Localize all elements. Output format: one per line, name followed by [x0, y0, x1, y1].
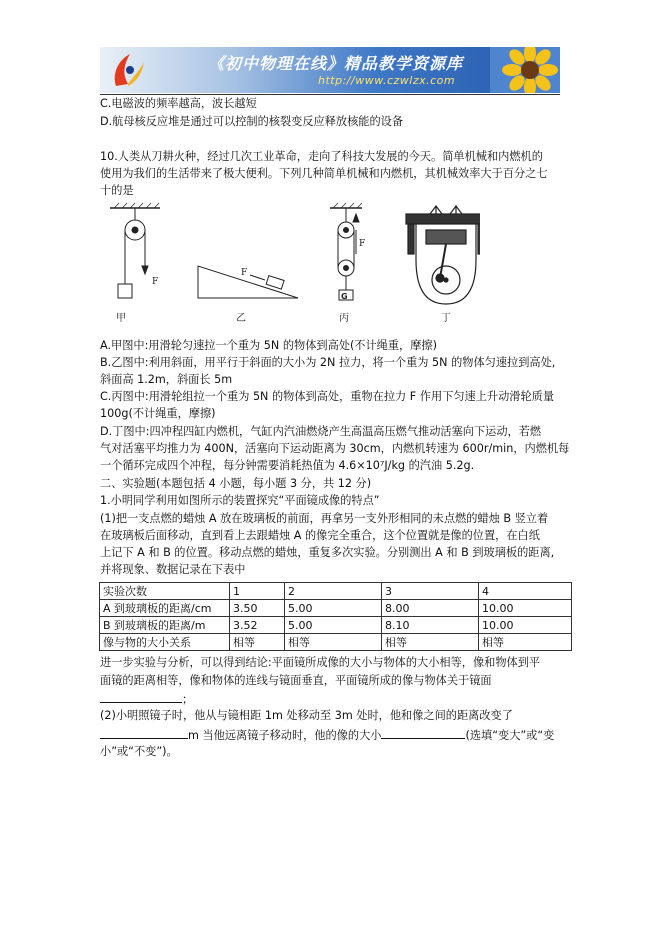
table-cell: 3 — [382, 583, 479, 600]
figure-bing — [330, 203, 362, 300]
part2-line2-mid: m 当他远离镜子移动时，他的像的大小 — [188, 729, 382, 742]
table-cell: 1 — [230, 583, 285, 600]
table-cell: 8.10 — [382, 617, 479, 634]
q1-part1-line3: 上记下 A 和 B 的位置。移动点燃的蜡烛，重复多次实验。分别测出 A 和 B 到玻璃板的距离, — [100, 546, 555, 559]
header-url: http://www.czwlzx.com — [318, 74, 456, 87]
table-header-row — [100, 583, 572, 600]
table-cell: 相等 — [285, 634, 382, 651]
table-cell: 2 — [285, 583, 382, 600]
table-cell: 像与物的大小关系 — [100, 634, 230, 651]
fig-bing-f-label: F — [359, 239, 366, 249]
q10-stem-line1: 10.人类从刀耕火种，经过几次工业革命，走向了科技大发展的今天。简单机械和内燃机的 — [100, 150, 543, 163]
part2-line1: (2)小明照镜子时，他从与镜相距 1m 处移动至 3m 处时，他和像之间的距离改变了 — [100, 709, 513, 722]
figure-ding — [406, 206, 480, 304]
site-logo — [110, 50, 146, 90]
header-rule — [100, 94, 560, 95]
fig-yi-label: 乙 — [236, 313, 246, 324]
fig-jia-f-label: F — [152, 277, 159, 287]
table-cell: B 到玻璃板的距离/m — [100, 617, 230, 634]
table-row — [100, 634, 572, 651]
fig-jia-label: 甲 — [116, 313, 126, 324]
option-c-prev: C.电磁波的频率越高，波长越短 — [100, 97, 257, 110]
table-cell: 相等 — [382, 634, 479, 651]
sunflower-icon — [490, 47, 560, 93]
answer-blank-1[interactable] — [100, 691, 182, 703]
table-cell: 3.50 — [230, 600, 285, 617]
table-cell: 相等 — [230, 634, 285, 651]
q10-option-d-line1: D.丁图中:四冲程四缸内燃机，气缸内汽油燃烧产生高温高压燃气推动活塞向下运动，若燃 — [100, 425, 542, 438]
section-heading: 二、实验题(本题包括 4 小题，每小题 3 分，共 12 分) — [100, 477, 372, 490]
table-cell: 8.00 — [382, 600, 479, 617]
q10-option-c-line1: C.丙图中:用滑轮组拉一个重为 5N 的物体到高处，重物在拉力 F 作用下匀速上升动滑轮质量 — [100, 390, 555, 403]
conclusion-line3-end: ； — [182, 693, 194, 706]
table-cell: A 到玻璃板的距离/cm — [100, 600, 230, 617]
fig-yi-f-label: F — [241, 268, 248, 278]
experiment-table — [99, 582, 572, 651]
conclusion-line2: 面镜的距离相等，像和物体的连线与镜面垂直，平面镜所成的像与物体关于镜面 — [100, 674, 492, 687]
fig-ding-label: 丁 — [441, 313, 451, 324]
answer-blank-2[interactable] — [100, 727, 188, 739]
q10-stem-line2: 使用为我们的生活带来了极大便利。下列几种简单机械和内燃机，其机械效率大于百分之七 — [100, 167, 548, 180]
q1-part1-line1: (1)把一支点燃的蜡烛 A 放在玻璃板的前面，再拿另一支外形相同的未点燃的蜡烛 B 竖立着 — [100, 512, 549, 525]
fig-bing-g-label: G — [341, 292, 348, 301]
answer-blank-3[interactable] — [381, 727, 465, 739]
table-cell: 5.00 — [285, 617, 382, 634]
header-title: 《初中物理在线》精品教学资源库 — [208, 54, 464, 73]
q10-option-d-line2: 气对活塞平均推力为 400N，活塞向下运动距离为 30cm，内燃机转速为 600r/min，内燃机每 — [100, 442, 570, 455]
q10-option-b-line2: 斜面高 1.2m，斜面长 5m — [100, 373, 233, 386]
q10-option-b-line1: B.乙图中:利用斜面，用平行于斜面的大小为 2N 拉力，将一个重为 5N 的物体匀速拉到高处, — [100, 356, 556, 369]
table-cell: 10.00 — [479, 600, 572, 617]
conclusion-line1: 进一步实验与分析，可以得到结论:平面镜所成像的大小与物体的大小相等，像和物体到平 — [100, 656, 541, 669]
q1-part1-line4: 并将现象、数据记录在下表中 — [100, 563, 246, 576]
part2-line2 — [100, 727, 554, 743]
table-cell: 10.00 — [479, 617, 572, 634]
part2-line2-end: (选填“变大”或“变 — [465, 729, 555, 742]
table-row — [100, 617, 572, 634]
q10-option-d-line3: 一个循环完成四个冲程，每分钟需要消耗热值为 4.6×10⁷J/kg 的汽油 5.2g. — [100, 459, 475, 472]
q10-figures — [100, 200, 480, 330]
table-cell: 实验次数 — [100, 583, 230, 600]
conclusion-line3 — [100, 691, 193, 707]
fig-bing-label: 丙 — [339, 313, 349, 324]
q10-stem-line3: 十的是 — [100, 184, 134, 197]
q1-part1-line2: 在玻璃板后面移动，直到看上去跟蜡烛 A 的像完全重合，这个位置就是像的位置，在白纸 — [100, 529, 540, 542]
figure-yi — [198, 266, 298, 298]
q10-option-a: A.甲图中:用滑轮匀速拉一个重为 5N 的物体到高处(不计绳重，摩擦) — [100, 339, 437, 352]
q1-title: 1.小明同学利用如图所示的装置探究“平面镜成像的特点” — [100, 494, 380, 507]
table-cell: 4 — [479, 583, 572, 600]
table-cell: 3.52 — [230, 617, 285, 634]
table-cell: 相等 — [479, 634, 572, 651]
part2-line3: 小”或“不变”)。 — [100, 745, 178, 758]
header-banner — [100, 47, 560, 93]
table-row — [100, 600, 572, 617]
q10-option-c-line2: 100g(不计绳重，摩擦) — [100, 407, 216, 420]
table-cell: 5.00 — [285, 600, 382, 617]
option-d-prev: D.航母核反应堆是通过可以控制的核裂变反应释放核能的设备 — [100, 115, 404, 128]
